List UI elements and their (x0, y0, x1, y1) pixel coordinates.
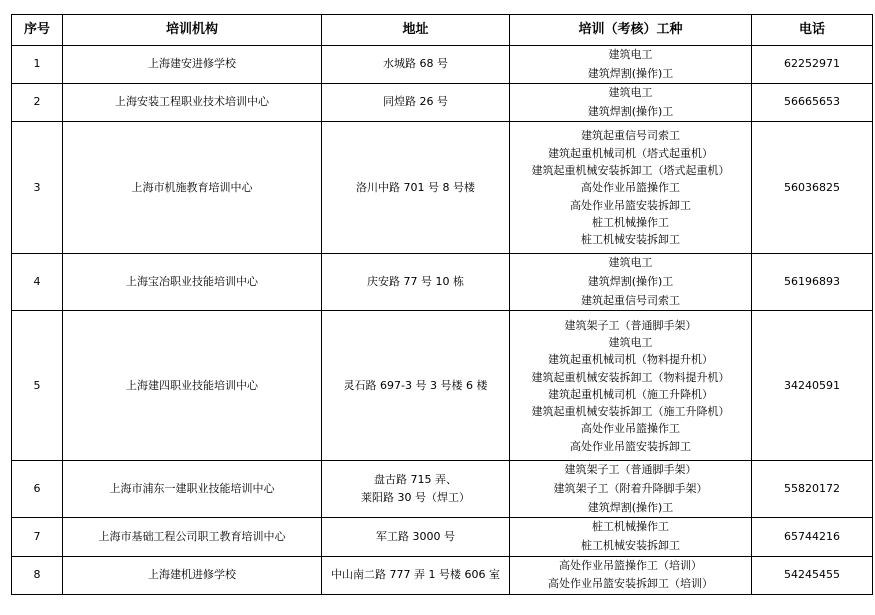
job-type-item: 建筑起重机械安装拆卸工（塔式起重机） (531, 163, 730, 177)
address-line: 水城路 68 号 (383, 57, 448, 71)
row-job-types-cell (510, 311, 752, 461)
address-line: 军工路 3000 号 (376, 529, 455, 543)
job-type-item: 高处作业吊篮操作工 (581, 181, 680, 195)
job-type-item: 建筑起重机械司机（施工升降机） (548, 387, 713, 401)
address-line: 庆安路 77 号 10 栋 (367, 275, 464, 289)
header-phone: 电话 (752, 15, 873, 46)
job-type-item: 桩工机械操作工 (592, 520, 669, 534)
job-type-item: 建筑焊割(操作)工 (587, 66, 674, 80)
row-job-types-cell (510, 84, 752, 122)
job-type-item: 高处作业吊篮安装拆卸工 (570, 198, 691, 212)
row-phone-number: 65744216 (752, 518, 873, 556)
header-institution: 培训机构 (63, 15, 322, 46)
table-row (12, 518, 873, 556)
job-type-item: 高处作业吊篮安装拆卸工（培训） (548, 577, 713, 591)
row-institution-name: 上海建机进修学校 (63, 556, 322, 594)
row-phone-number: 62252971 (752, 46, 873, 84)
row-serial-number: 2 (12, 84, 63, 122)
job-type-item: 建筑电工 (608, 335, 653, 349)
row-address-cell (322, 518, 510, 556)
table-row (12, 46, 873, 84)
row-address-cell (322, 84, 510, 122)
job-type-item: 建筑起重信号司索工 (581, 129, 680, 143)
row-serial-number: 1 (12, 46, 63, 84)
row-serial-number: 5 (12, 311, 63, 461)
job-type-item: 建筑焊割(操作)工 (587, 275, 674, 289)
training-table-container (11, 14, 873, 595)
row-institution-name: 上海安装工程职业技术培训中心 (63, 84, 322, 122)
row-job-types-cell (510, 122, 752, 254)
address-line: 盘古路 715 弄、 (374, 472, 457, 486)
row-job-types-cell (510, 46, 752, 84)
row-job-types-cell (510, 461, 752, 518)
address-line: 中山南二路 777 弄 1 号楼 606 室 (331, 567, 500, 581)
row-address-cell (322, 556, 510, 594)
row-serial-number: 6 (12, 461, 63, 518)
job-type-item: 建筑起重信号司索工 (581, 293, 680, 307)
job-type-item: 高处作业吊篮操作工（培训） (559, 558, 702, 572)
row-serial-number: 8 (12, 556, 63, 594)
job-type-item: 建筑电工 (608, 256, 653, 270)
job-type-item: 建筑架子工（普通脚手架） (564, 463, 697, 477)
address-line: 灵石路 697-3 号 3 号楼 6 楼 (343, 378, 488, 392)
job-type-item: 建筑起重机械司机（物料提升机） (548, 353, 713, 367)
row-phone-number: 34240591 (752, 311, 873, 461)
job-type-item: 建筑架子工（普通脚手架） (564, 318, 697, 332)
job-type-item: 桩工机械操作工 (592, 215, 669, 229)
row-serial-number: 3 (12, 122, 63, 254)
row-address-cell (322, 461, 510, 518)
row-serial-number: 4 (12, 254, 63, 311)
row-phone-number: 56196893 (752, 254, 873, 311)
table-row (12, 122, 873, 254)
row-job-types-cell (510, 556, 752, 594)
job-type-item: 桩工机械安装拆卸工 (581, 233, 680, 247)
row-address-cell (322, 46, 510, 84)
job-type-item: 建筑起重机械安装拆卸工（施工升降机） (531, 405, 730, 419)
table-body (12, 46, 873, 595)
row-job-types-cell (510, 518, 752, 556)
job-type-item: 建筑起重机械安装拆卸工（物料提升机） (531, 370, 730, 384)
row-institution-name: 上海建四职业技能培训中心 (63, 311, 322, 461)
row-institution-name: 上海市基础工程公司职工教育培训中心 (63, 518, 322, 556)
row-institution-name: 上海市机施教育培训中心 (63, 122, 322, 254)
header-serial-number: 序号 (12, 15, 63, 46)
table-row (12, 461, 873, 518)
row-institution-name: 上海建安进修学校 (63, 46, 322, 84)
row-address-cell (322, 122, 510, 254)
job-type-item: 建筑电工 (608, 48, 653, 61)
table-row (12, 254, 873, 311)
job-type-item: 桩工机械安装拆卸工 (581, 538, 680, 552)
job-type-item: 建筑架子工（附着升降脚手架） (553, 482, 708, 496)
job-type-item: 建筑电工 (608, 86, 653, 100)
job-type-item: 建筑焊割(操作)工 (587, 104, 674, 118)
job-type-item: 高处作业吊篮操作工 (581, 422, 680, 436)
header-address: 地址 (322, 15, 510, 46)
table-row (12, 311, 873, 461)
row-phone-number: 56036825 (752, 122, 873, 254)
row-address-cell (322, 254, 510, 311)
address-line: 同煌路 26 号 (383, 95, 448, 109)
address-line: 莱阳路 30 号（焊工） (361, 491, 470, 505)
job-type-item: 建筑起重机械司机（塔式起重机） (548, 146, 713, 160)
row-phone-number: 56665653 (752, 84, 873, 122)
table-row (12, 84, 873, 122)
row-serial-number: 7 (12, 518, 63, 556)
job-type-item: 高处作业吊篮安装拆卸工 (570, 439, 691, 453)
row-phone-number: 54245455 (752, 556, 873, 594)
row-institution-name: 上海市浦东一建职业技能培训中心 (63, 461, 322, 518)
row-institution-name: 上海宝冶职业技能培训中心 (63, 254, 322, 311)
address-line: 洛川中路 701 号 8 号楼 (356, 180, 475, 194)
row-phone-number: 55820172 (752, 461, 873, 518)
row-job-types-cell (510, 254, 752, 311)
table-header-row (12, 15, 873, 46)
table-row (12, 556, 873, 594)
header-job-types: 培训（考核）工种 (510, 15, 752, 46)
training-institutions-table (11, 14, 873, 595)
row-address-cell (322, 311, 510, 461)
job-type-item: 建筑焊割(操作)工 (587, 500, 674, 514)
